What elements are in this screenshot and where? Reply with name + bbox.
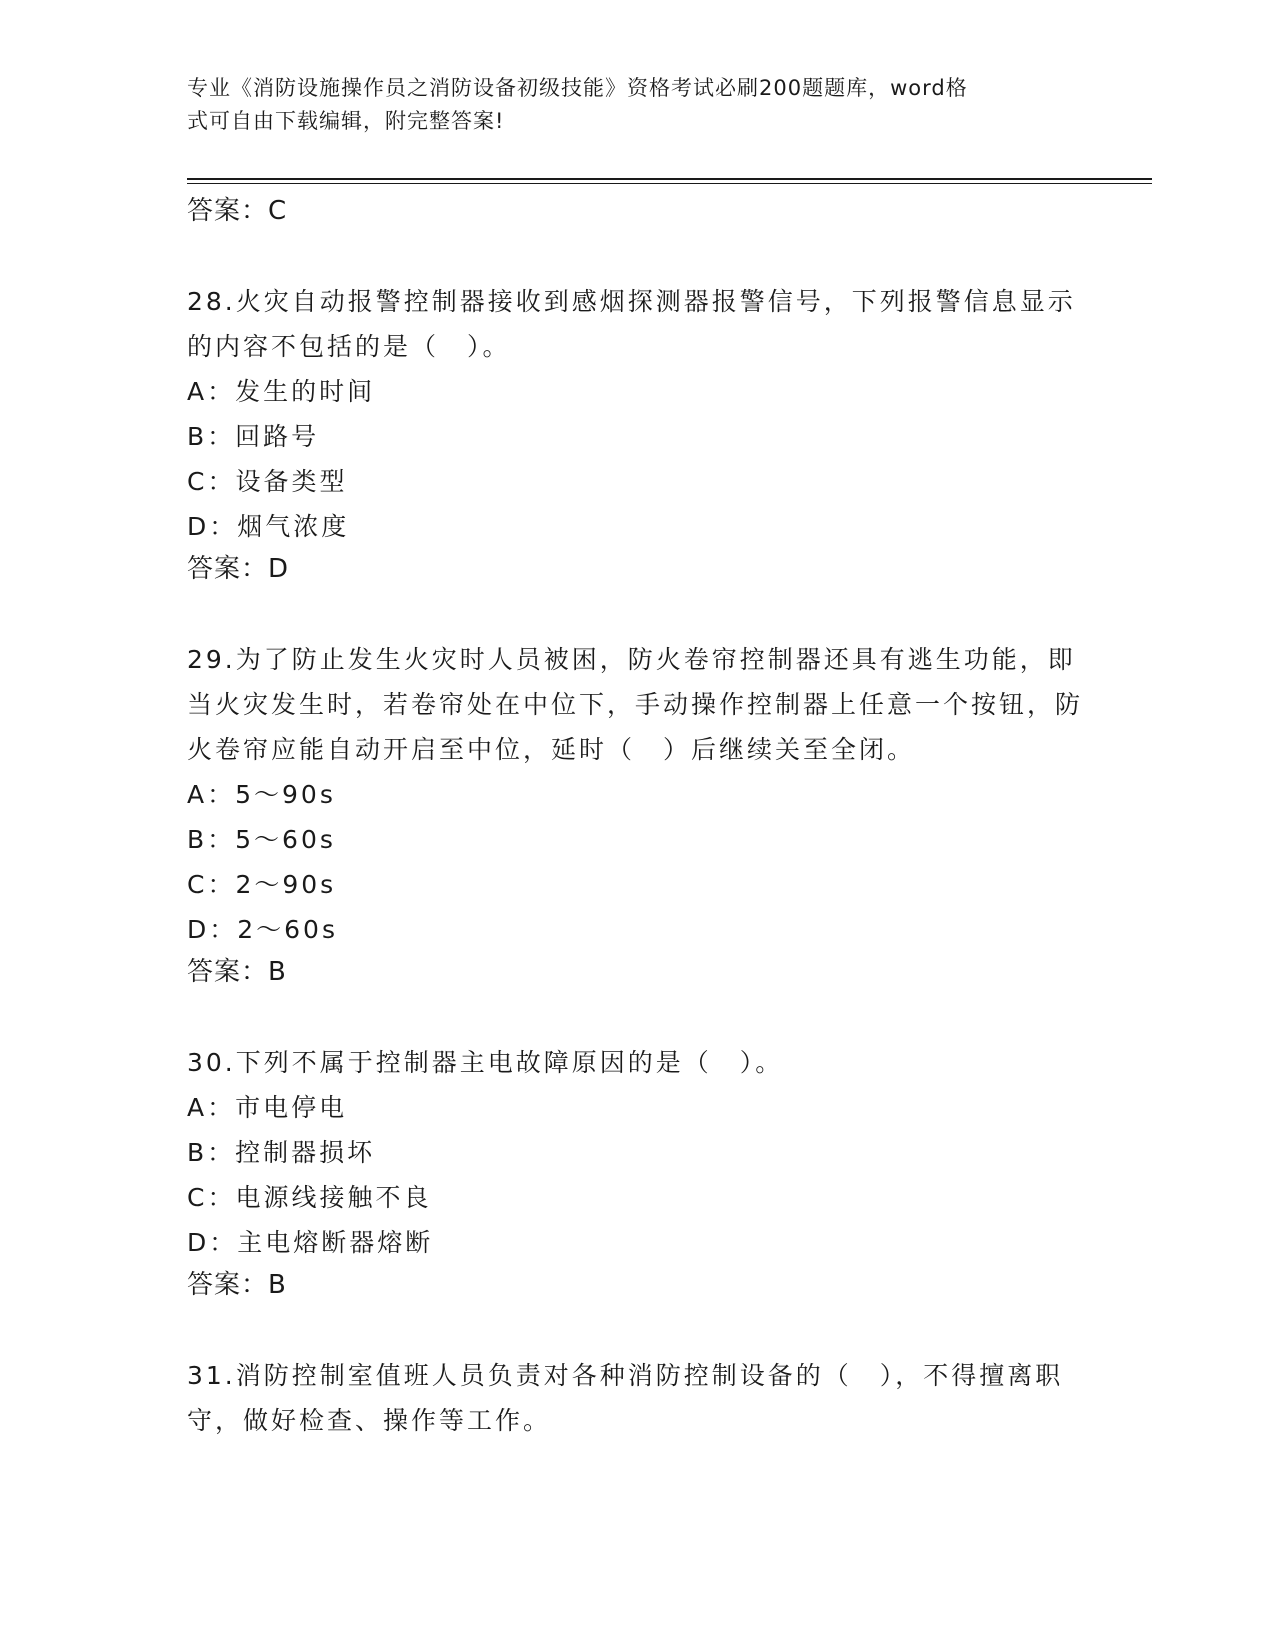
answer-line: 答案：B	[187, 1270, 287, 1300]
header-rule-thick	[187, 178, 1152, 180]
option-b: B：5～60s	[187, 825, 336, 854]
question-31	[187, 1353, 1087, 1443]
option-a: A：发生的时间	[187, 377, 376, 406]
option-d: D：2～60s	[187, 915, 338, 944]
option-d: D：主电熔断器熔断	[187, 1228, 434, 1257]
question-text: 30.下列不属于控制器主电故障原因的是（ ）。	[187, 1048, 784, 1077]
question-text: 31.消防控制室值班人员负责对各种消防控制设备的（ ），不得擅离职守，做好检查、操作等工作。	[187, 1361, 1064, 1435]
answer-line: 答案：D	[187, 554, 290, 584]
question-28	[187, 279, 1087, 589]
question-29	[187, 637, 1087, 992]
question-list	[187, 191, 1087, 1443]
option-a: A：5～90s	[187, 780, 336, 809]
option-c: C：电源线接触不良	[187, 1183, 432, 1212]
option-b: B：回路号	[187, 422, 320, 451]
header-rule-thin	[187, 183, 1152, 184]
option-c: C：2～90s	[187, 870, 337, 899]
option-c: C：设备类型	[187, 467, 348, 496]
header-line-2: 式可自由下载编辑，附完整答案!	[187, 109, 505, 133]
header-line-1: 专业《消防设施操作员之消防设备初级技能》资格考试必刷200题题库，word格	[187, 76, 968, 100]
option-a: A：市电停电	[187, 1093, 348, 1122]
question-30	[187, 1040, 1087, 1305]
question-text: 29.为了防止发生火灾时人员被困，防火卷帘控制器还具有逃生功能，即当火灾发生时，若卷帘处在中位下，手动操作控制器上任意一个按钮，防火卷帘应能自动开启至中位，延时（ ）后继续关至全闭。	[187, 645, 1084, 764]
option-d: D：烟气浓度	[187, 512, 350, 541]
question-text: 28.火灾自动报警控制器接收到感烟探测器报警信号，下列报警信息显示的内容不包括的是（ ）。	[187, 287, 1076, 361]
document-header	[187, 72, 1067, 138]
option-b: B：控制器损坏	[187, 1138, 376, 1167]
answer-line: 答案：C	[187, 196, 288, 226]
answer-line: 答案：B	[187, 957, 287, 987]
